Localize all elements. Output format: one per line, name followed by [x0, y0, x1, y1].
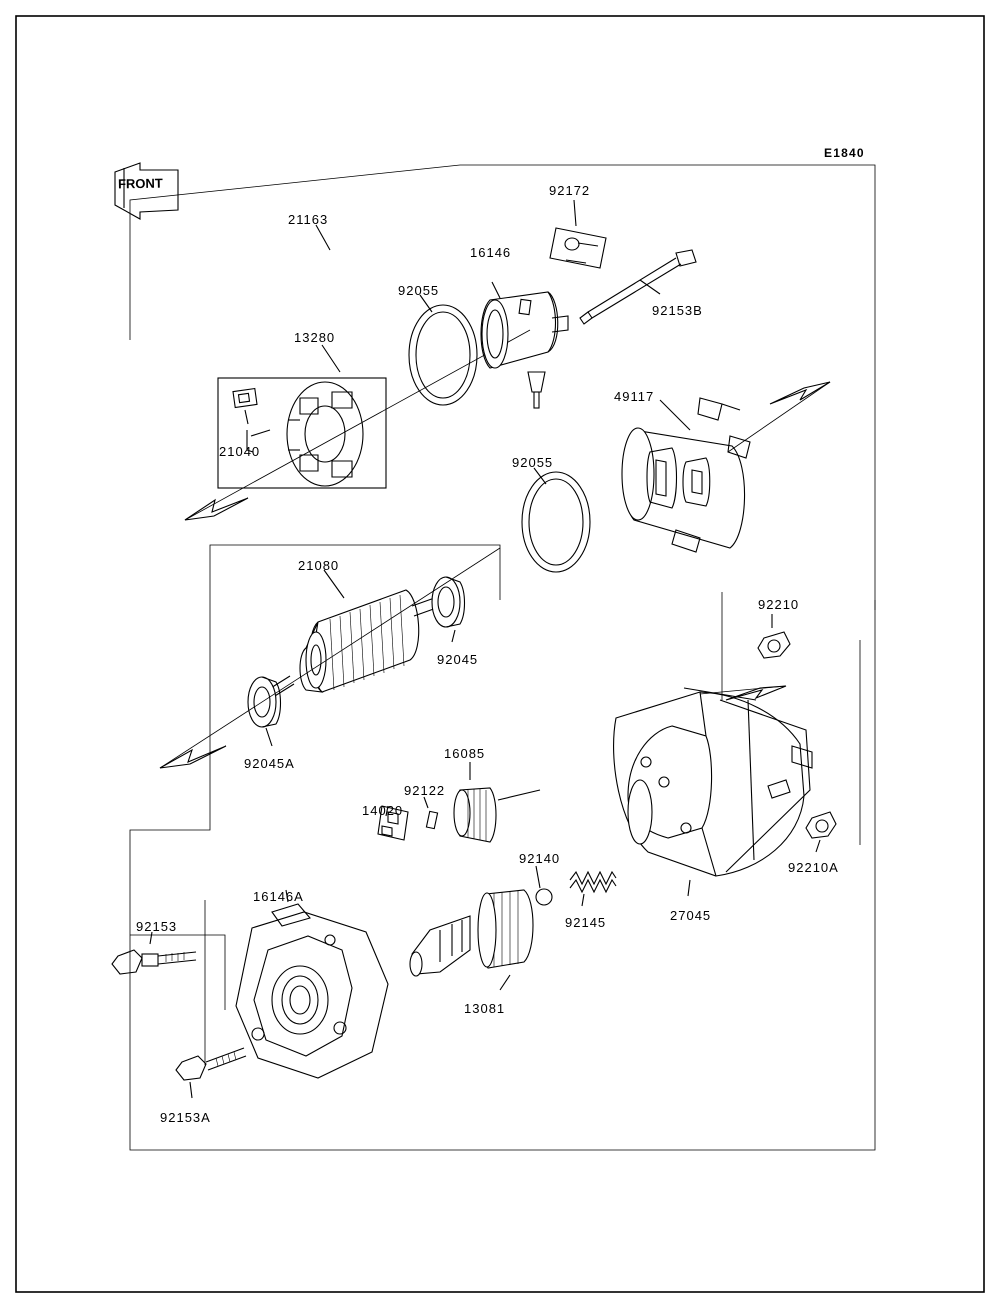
- part-label-21040: 21040: [219, 444, 261, 459]
- part-label-92153B: 92153B: [652, 303, 703, 318]
- part-label-21163: 21163: [288, 212, 329, 227]
- part-label-13081: 13081: [464, 1001, 506, 1016]
- part-16146-end-cover: [481, 282, 568, 368]
- part-49117-yoke: [622, 382, 830, 552]
- part-label-92210: 92210: [758, 597, 800, 612]
- part-92140-ball: [536, 866, 552, 905]
- part-27045-housing: [614, 688, 812, 896]
- part-21040-brush: [233, 389, 257, 424]
- part-92122-pin: [424, 797, 438, 829]
- part-label-92140: 92140: [519, 851, 561, 866]
- part-label-92045: 92045: [437, 652, 479, 667]
- part-label-13280: 13280: [294, 330, 336, 345]
- part-label-14020: 14020: [362, 803, 404, 818]
- part-label-92122: 92122: [404, 783, 446, 798]
- part-label-92055-upper: 92055: [398, 283, 440, 298]
- part-92210-nut: [758, 614, 790, 658]
- part-label-92045A: 92045A: [244, 756, 295, 771]
- part-21080-armature: [258, 570, 442, 704]
- part-92153A-bolt: [176, 1048, 246, 1098]
- part-16146A-front-cover: [236, 890, 388, 1078]
- part-92172-bracket: [550, 200, 606, 268]
- part-terminal-stud: [528, 372, 545, 408]
- part-label-92153: 92153: [136, 919, 178, 934]
- part-92153-bolt: [112, 932, 196, 974]
- part-label-16146A: 16146A: [253, 889, 304, 904]
- part-label-92210A: 92210A: [788, 860, 839, 875]
- part-label-92055-lower: 92055: [512, 455, 554, 470]
- part-13081-pinion: [410, 890, 533, 990]
- part-label-92172: 92172: [549, 183, 591, 198]
- part-92055-oring-lower: [522, 468, 590, 572]
- front-marker-label: FRONT: [117, 175, 163, 192]
- part-92045A-bearing: [248, 677, 281, 746]
- part-92055-oring-upper: [409, 295, 477, 405]
- part-label-16146: 16146: [470, 245, 512, 260]
- part-housing-stud: [768, 780, 790, 798]
- part-92045-bearing: [432, 577, 465, 642]
- part-label-21080: 21080: [298, 558, 340, 573]
- part-92145-spring: [570, 872, 616, 906]
- part-13280-brush-holder: [218, 345, 386, 488]
- part-label-27045: 27045: [670, 908, 712, 923]
- part-92210A-nut: [806, 812, 836, 852]
- part-label-16085: 16085: [444, 746, 486, 761]
- part-label-49117: 49117: [614, 389, 655, 404]
- part-label-92145: 92145: [565, 915, 607, 930]
- diagram-code: E1840: [824, 146, 865, 160]
- part-label-92153A: 92153A: [160, 1110, 211, 1125]
- part-16085-gear: [454, 762, 540, 842]
